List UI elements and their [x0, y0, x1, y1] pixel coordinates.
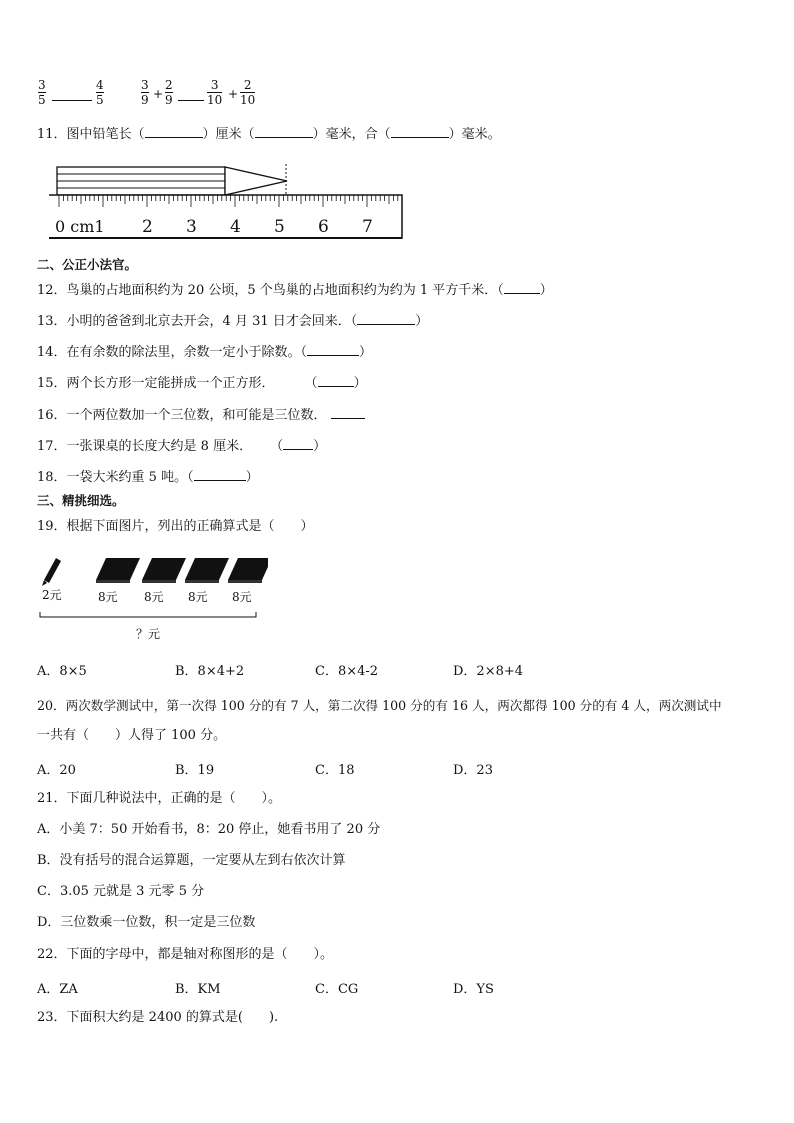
judge-blank-15[interactable]: [318, 373, 354, 387]
book-price: 8元: [98, 590, 118, 604]
ruler-number: 5: [274, 217, 285, 237]
question-21: 21．下面几种说法中，正确的是（ ）。: [37, 791, 282, 806]
compare-blank-2[interactable]: [178, 100, 204, 101]
ruler-label-start: 0 cm1: [55, 217, 105, 236]
fraction-4-5: 4 5: [96, 78, 104, 107]
fraction-3-9: 3 9: [141, 78, 149, 107]
option-a[interactable]: A．8×5: [37, 664, 87, 679]
option-c[interactable]: C．CG: [315, 982, 359, 997]
ruler-number: 4: [230, 217, 241, 237]
question-16: 16．一个两位数加一个三位数，和可能是三位数．: [37, 405, 365, 425]
book-icon: [228, 558, 268, 583]
question-12: 12．鸟巢的占地面积约为 20 公顷，5 个鸟巢的占地面积约为约为 1 平方千米．（ ）: [37, 280, 553, 300]
question-14: 14．在有余数的除法里，余数一定小于除数。（ ）: [37, 342, 372, 362]
option-c[interactable]: C．8×4-2: [315, 664, 379, 679]
book-icon: [96, 558, 140, 583]
question-18: 18．一袋大米约重 5 吨。（ ）: [37, 467, 259, 487]
option-b[interactable]: B．KM: [175, 982, 221, 997]
pencil-ruler-illustration: [45, 160, 410, 245]
pen-icon: [42, 558, 61, 586]
option-c[interactable]: C．3.05 元就是 3 元零 5 分: [37, 884, 205, 899]
answer-blank-mm[interactable]: [255, 124, 313, 138]
fraction-2-10: 2 10: [240, 78, 256, 107]
question-13: 13．小明的爸爸到北京去开会，4 月 31 日才会回来．（ ）: [37, 311, 428, 331]
ruler-number: 6: [318, 217, 329, 237]
compare-blank-1[interactable]: [52, 100, 92, 101]
pencil-icon: [57, 164, 287, 195]
book-icon: [142, 558, 186, 583]
option-a[interactable]: A．20: [37, 763, 76, 778]
fraction-2-9: 2 9: [165, 78, 173, 107]
option-d[interactable]: D．三位数乘一位数，积一定是三位数: [37, 915, 256, 930]
ruler-number: 3: [186, 217, 197, 237]
option-a[interactable]: A．ZA: [37, 982, 78, 997]
option-c[interactable]: C．18: [315, 763, 355, 778]
option-a[interactable]: A．小美 7：50 开始看书，8：20 停止，她看书用了 20 分: [37, 822, 381, 837]
fraction-3-10: 3 10: [207, 78, 223, 107]
option-b[interactable]: B．没有括号的混合运算题，一定要从左到右依次计算: [37, 853, 346, 868]
answer-blank-cm[interactable]: [145, 124, 203, 138]
question-23: 23．下面积大约是 2400 的算式是( ).: [37, 1010, 279, 1025]
question-19: 19．根据下面图片，列出的正确算式是（ ）: [37, 519, 314, 534]
option-d[interactable]: D．2×8+4: [453, 664, 524, 679]
fraction-3-5: 3 5: [38, 78, 46, 107]
judge-blank-13[interactable]: [357, 311, 415, 325]
book-price: 8元: [188, 590, 208, 604]
total-price: ？元: [136, 627, 161, 641]
total-brace: [40, 612, 256, 617]
option-d[interactable]: D．YS: [453, 982, 494, 997]
question-22: 22．下面的字母中，都是轴对称图形的是（ ）。: [37, 947, 334, 962]
plus-sign-2: +: [228, 87, 239, 101]
section-3-heading: 三、精挑细选。: [37, 493, 125, 508]
section-2-heading: 二、公正小法官。: [37, 257, 138, 272]
pen-price: 2元: [42, 588, 62, 602]
book-icon: [185, 558, 229, 583]
judge-blank-16[interactable]: [331, 405, 365, 419]
answer-blank-total-mm[interactable]: [391, 124, 449, 138]
book-price: 8元: [232, 590, 252, 604]
question-15: 15．两个长方形一定能拼成一个正方形． （ ）: [37, 373, 367, 393]
judge-blank-12[interactable]: [504, 280, 540, 294]
judge-blank-17[interactable]: [283, 436, 313, 450]
question-17: 17．一张课桌的长度大约是 8 厘米． （ ）: [37, 436, 326, 456]
question-20-line1: 20．两次数学测试中，第一次得 100 分的有 7 人，第二次得 100 分的有 16 人，两次都得 100 分的有 4 人，两次测试中: [37, 698, 722, 713]
book-price: 8元: [144, 590, 164, 604]
ruler-number: 7: [362, 217, 373, 237]
question-11: 11．图中铅笔长（ ）厘米（ ）毫米，合（ ）毫米。: [37, 124, 501, 144]
question-20-line2: 一共有（ ）人得了 100 分。: [37, 728, 227, 743]
judge-blank-14[interactable]: [307, 342, 359, 356]
option-b[interactable]: B．19: [175, 763, 215, 778]
option-d[interactable]: D．23: [453, 763, 493, 778]
option-b[interactable]: B．8×4+2: [175, 664, 245, 679]
ruler-number: 2: [142, 217, 153, 237]
judge-blank-18[interactable]: [194, 467, 246, 481]
plus-sign: +: [153, 87, 164, 101]
